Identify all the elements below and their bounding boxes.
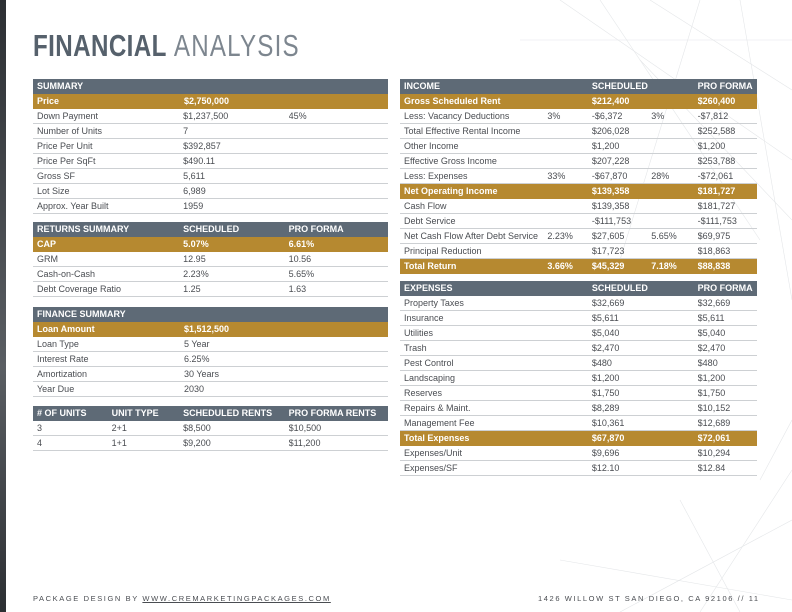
income-row-scheduled: $212,400 [591,96,630,106]
finance-row-value: 6.25% [184,354,210,364]
expense-row-spacer [651,401,697,415]
units-header-type: UNIT TYPE [111,408,159,418]
income-row [400,169,757,184]
summary-row [33,184,388,199]
returns-header-scheduled: SCHEDULED [183,224,240,234]
title-light: ANALYSIS [173,28,300,63]
income-row-pro-forma: $88,838 [697,261,731,271]
expense-row-spacer [651,296,697,310]
expense-row-scheduled: $5,040 [591,328,620,338]
expense-row [400,341,757,356]
expense-row-spacer [651,341,697,355]
returns-row [33,252,388,267]
income-row-scheduled-pct [547,139,592,153]
income-row-scheduled: -$6,372 [591,111,623,121]
income-row-scheduled-pct: 33% [547,171,566,181]
expense-row-scheduled: $1,200 [591,373,620,383]
income-header-scheduled: SCHEDULED [591,81,648,91]
income-row-label: Debt Service [404,216,456,226]
expense-row-label: Insurance [404,313,444,323]
expense-row-scheduled: $8,289 [591,403,620,413]
income-row-pro-forma-pct [651,214,697,228]
summary-row-value: 6,989 [183,186,206,196]
expense-row-spacer [547,446,592,460]
expense-row-pro-forma: $12.84 [697,463,726,473]
expense-row-spacer [547,431,592,445]
expense-row-pro-forma: $5,611 [697,313,725,323]
expense-row-pro-forma: $72,061 [697,433,731,443]
summary-row-label: Approx. Year Built [37,201,109,211]
unit-row [33,421,388,436]
income-row-pro-forma: $181,727 [697,201,736,211]
income-row-pro-forma: $253,788 [697,156,736,166]
expense-row [400,431,757,446]
income-row-pro-forma-pct [651,184,697,198]
finance-row-label: Interest Rate [37,354,89,364]
finance-header [33,307,388,322]
summary-row [33,124,388,139]
income-row-label: Cash Flow [404,201,447,211]
income-row [400,139,757,154]
footer-address-page: 1426 WILLOW ST SAN DIEGO, CA 92106 // 11 [538,594,760,603]
expense-row [400,386,757,401]
income-row [400,154,757,169]
income-row-label: Gross Scheduled Rent [404,96,501,106]
expense-row-spacer [651,446,697,460]
returns-row-scheduled: 1.25 [183,284,201,294]
expense-row-label: Expenses/Unit [404,448,463,458]
finance-row-value: 30 Years [184,369,220,379]
expense-row-pro-forma: $12,689 [697,418,731,428]
income-row-pro-forma: -$7,812 [697,111,729,121]
summary-row-value: 5,611 [183,171,206,181]
income-row-label: Less: Expenses [404,171,468,181]
returns-row [33,267,388,282]
units-header-pro-forma: PRO FORMA RENTS [288,408,377,418]
income-row-pro-forma-pct [651,94,697,108]
income-row-pro-forma: $18,863 [697,246,731,256]
unit-row-type: 2+1 [111,423,127,433]
price-label: Price [37,96,60,106]
summary-row-value: $1,237,500 [183,111,229,121]
finance-row [33,337,388,352]
income-row-scheduled-pct [547,154,592,168]
summary-row-extra: 45% [288,111,307,121]
expense-row-label: Trash [404,343,427,353]
returns-row-pro-forma: 1.63 [288,284,307,294]
summary-row-label: Number of Units [37,126,103,136]
income-row-label: Total Return [404,261,457,271]
income-row-pro-forma-pct: 3% [651,111,665,121]
income-row-scheduled: $139,358 [591,186,630,196]
summary-header-label: SUMMARY [37,81,84,91]
unit-row-count: 4 [37,438,43,448]
returns-header-pro-forma: PRO FORMA [288,224,344,234]
income-row-pro-forma-pct [651,199,697,213]
left-edge-bar [0,0,6,612]
returns-row-label: Cash-on-Cash [37,269,96,279]
units-header-count: # OF UNITS [37,408,87,418]
income-row [400,199,757,214]
expenses-header-pro-forma: PRO FORMA [697,283,753,293]
expenses-header-label: EXPENSES [404,283,453,293]
page-title [33,28,300,64]
returns-row [33,282,388,297]
unit-row-scheduled: $9,200 [183,438,211,448]
expense-row-scheduled: $67,870 [591,433,625,443]
income-row-scheduled-pct [547,124,592,138]
summary-row-label: Price Per Unit [37,141,93,151]
finance-row [33,382,388,397]
expense-row-spacer [547,341,592,355]
summary-row-extra [289,199,388,213]
expense-row-label: Pest Control [404,358,454,368]
finance-row [33,352,388,367]
finance-row-label: Loan Type [37,339,79,349]
summary-highlight-row [33,94,388,109]
income-row-pro-forma-pct [651,124,697,138]
expense-row-label: Management Fee [404,418,475,428]
expense-row-label: Landscaping [404,373,456,383]
income-row-scheduled-pct [547,184,592,198]
income-row-scheduled-pct [547,244,592,258]
summary-row-value: $490.11 [183,156,216,166]
income-row-scheduled: $17,723 [591,246,625,256]
expense-row [400,371,757,386]
loan-amount-row [33,322,388,337]
finance-row-value: 5 Year [184,339,210,349]
expense-row-scheduled: $32,669 [591,298,625,308]
expense-row-spacer [651,416,697,430]
returns-row-pro-forma: 5.65% [288,269,315,279]
expense-row-label: Repairs & Maint. [404,403,471,413]
income-row-scheduled: $27,605 [591,231,625,241]
expense-row-pro-forma: $5,040 [697,328,726,338]
expense-row-spacer [651,326,697,340]
expense-row-spacer [547,461,592,475]
income-row-scheduled-pct: 3.66% [547,261,573,271]
expense-row-scheduled: $2,470 [591,343,620,353]
unit-row [33,436,388,451]
expense-row-label: Expenses/SF [404,463,458,473]
loan-amount-value: $1,512,500 [184,324,230,334]
income-row [400,214,757,229]
returns-row-label: GRM [37,254,58,264]
income-row-pro-forma: $252,588 [697,126,736,136]
summary-row [33,199,388,214]
summary-row-value: 7 [183,126,189,136]
income-row-pro-forma-pct [651,154,697,168]
summary-row-value: 1959 [183,201,204,211]
summary-row-extra [289,124,388,138]
expense-row-spacer [651,386,697,400]
income-row-pro-forma-pct: 28% [651,171,670,181]
income-row [400,109,757,124]
title-bold: FINANCIAL [33,28,167,63]
finance-header-label: FINANCE SUMMARY [37,309,126,319]
expense-row-spacer [547,311,592,325]
cap-label: CAP [37,239,57,249]
returns-row-scheduled: 2.23% [183,269,209,279]
expense-row-spacer [547,371,592,385]
summary-row [33,109,388,124]
unit-rents-table [33,406,388,451]
expense-row-spacer [547,416,592,430]
income-row-pro-forma: $1,200 [697,141,726,151]
expense-row-pro-forma: $1,750 [697,388,726,398]
footer-website-link[interactable]: WWW.CREMARKETINGPACKAGES.COM [142,594,331,603]
expense-row-label: Property Taxes [404,298,464,308]
unit-row-scheduled: $8,500 [183,423,211,433]
expenses-table [400,281,757,476]
income-row-scheduled: $45,329 [591,261,625,271]
expense-row-scheduled: $5,611 [591,313,619,323]
summary-row-extra [289,154,388,168]
expense-row-spacer [547,296,592,310]
income-row-scheduled-pct [547,214,592,228]
income-row-scheduled: -$111,753 [591,216,632,226]
income-row-pro-forma-pct [651,139,697,153]
income-row-pro-forma: $181,727 [697,186,736,196]
expense-row-spacer [547,401,592,415]
expenses-header-scheduled: SCHEDULED [591,283,648,293]
expense-row-label: Utilities [404,328,434,338]
income-row-pro-forma-pct: 5.65% [651,231,677,241]
expense-row-pro-forma: $2,470 [697,343,726,353]
expense-row [400,416,757,431]
expense-row-scheduled: $1,750 [591,388,620,398]
income-row-label: Principal Reduction [404,246,482,256]
unit-row-type: 1+1 [111,438,127,448]
expense-row [400,446,757,461]
income-header [400,79,757,94]
income-row [400,124,757,139]
income-header-pro-forma: PRO FORMA [697,81,753,91]
expense-row-spacer [651,461,697,475]
returns-row-pro-forma: 10.56 [288,254,312,264]
summary-row-label: Lot Size [37,186,70,196]
returns-header [33,222,388,237]
expense-row-pro-forma: $32,669 [697,298,731,308]
income-row-scheduled-pct: 3% [547,111,561,121]
cap-row [33,237,388,252]
finance-row [33,367,388,382]
summary-row [33,169,388,184]
income-row-scheduled-pct: 2.23% [547,231,573,241]
summary-table [33,79,388,214]
cap-scheduled: 5.07% [183,239,209,249]
summary-row-extra [289,139,388,153]
income-row [400,259,757,274]
income-row [400,94,757,109]
expense-row-pro-forma: $10,294 [697,448,731,458]
income-row-label: Total Effective Rental Income [404,126,521,136]
units-header [33,406,388,421]
income-row-scheduled: $1,200 [591,141,620,151]
income-row [400,244,757,259]
income-row-pro-forma-pct: 7.18% [651,261,677,271]
expense-row-pro-forma: $480 [697,358,718,368]
expense-row-scheduled: $10,361 [591,418,625,428]
expense-row [400,356,757,371]
returns-row-label: Debt Coverage Ratio [37,284,122,294]
summary-row [33,154,388,169]
price-value: $2,750,000 [184,96,230,106]
income-row-scheduled-pct [547,199,592,213]
expense-row-label: Reserves [404,388,443,398]
income-row-scheduled-pct [547,94,592,108]
summary-row-label: Price Per SqFt [37,156,96,166]
income-row-label: Less: Vacancy Deductions [404,111,510,121]
income-row-label: Other Income [404,141,459,151]
income-row-pro-forma: -$72,061 [697,171,734,181]
expense-row-spacer [651,431,697,445]
expense-row-spacer [547,326,592,340]
income-row-scheduled: $139,358 [591,201,630,211]
expense-row [400,311,757,326]
returns-summary-table [33,222,388,297]
unit-row-count: 3 [37,423,43,433]
income-row [400,184,757,199]
income-row-label: Net Cash Flow After Debt Service [404,231,539,241]
income-row-label: Effective Gross Income [404,156,497,166]
income-row [400,229,757,244]
summary-row [33,139,388,154]
expense-row-pro-forma: $10,152 [697,403,731,413]
summary-row-value: $392,857 [183,141,221,151]
finance-row-label: Year Due [37,384,75,394]
expense-row-spacer [651,371,697,385]
cap-pro-forma: 6.61% [288,239,315,249]
expense-row-scheduled: $9,696 [591,448,620,458]
summary-header [33,79,388,94]
unit-row-pro-forma: $11,200 [288,438,321,448]
summary-row-extra [289,169,388,183]
loan-amount-label: Loan Amount [37,324,95,334]
income-row-pro-forma: $260,400 [697,96,736,106]
expense-row [400,401,757,416]
returns-row-scheduled: 12.95 [183,254,206,264]
finance-row-label: Amortization [37,369,88,379]
summary-row-label: Down Payment [37,111,99,121]
expense-row-pro-forma: $1,200 [697,373,726,383]
finance-row-value: 2030 [184,384,205,394]
unit-row-pro-forma: $10,500 [288,423,322,433]
expense-row [400,296,757,311]
finance-summary-table [33,307,388,397]
income-row-pro-forma: $69,975 [697,231,731,241]
footer-credit-prefix: PACKAGE DESIGN BY [33,594,139,603]
expenses-header [400,281,757,296]
expense-row-spacer [547,386,592,400]
returns-header-label: RETURNS SUMMARY [37,224,130,234]
income-row-label: Net Operating Income [404,186,498,196]
footer-credit [33,594,331,603]
income-row-pro-forma: -$111,753 [697,216,737,226]
income-row-scheduled: $207,228 [591,156,630,166]
expense-row-spacer [651,356,697,370]
units-header-scheduled: SCHEDULED RENTS [183,408,273,418]
income-row-scheduled: -$67,870 [591,171,628,181]
income-row-pro-forma-pct [651,244,697,258]
income-header-label: INCOME [404,81,440,91]
income-table [400,79,757,274]
expense-row [400,461,757,476]
expense-row-label: Total Expenses [404,433,470,443]
expense-row [400,326,757,341]
expense-row-scheduled: $12.10 [591,463,620,473]
summary-row-label: Gross SF [37,171,76,181]
expense-row-spacer [651,311,697,325]
expense-row-spacer [547,356,592,370]
summary-row-extra [289,184,388,198]
income-row-scheduled: $206,028 [591,126,630,136]
expense-row-scheduled: $480 [591,358,612,368]
